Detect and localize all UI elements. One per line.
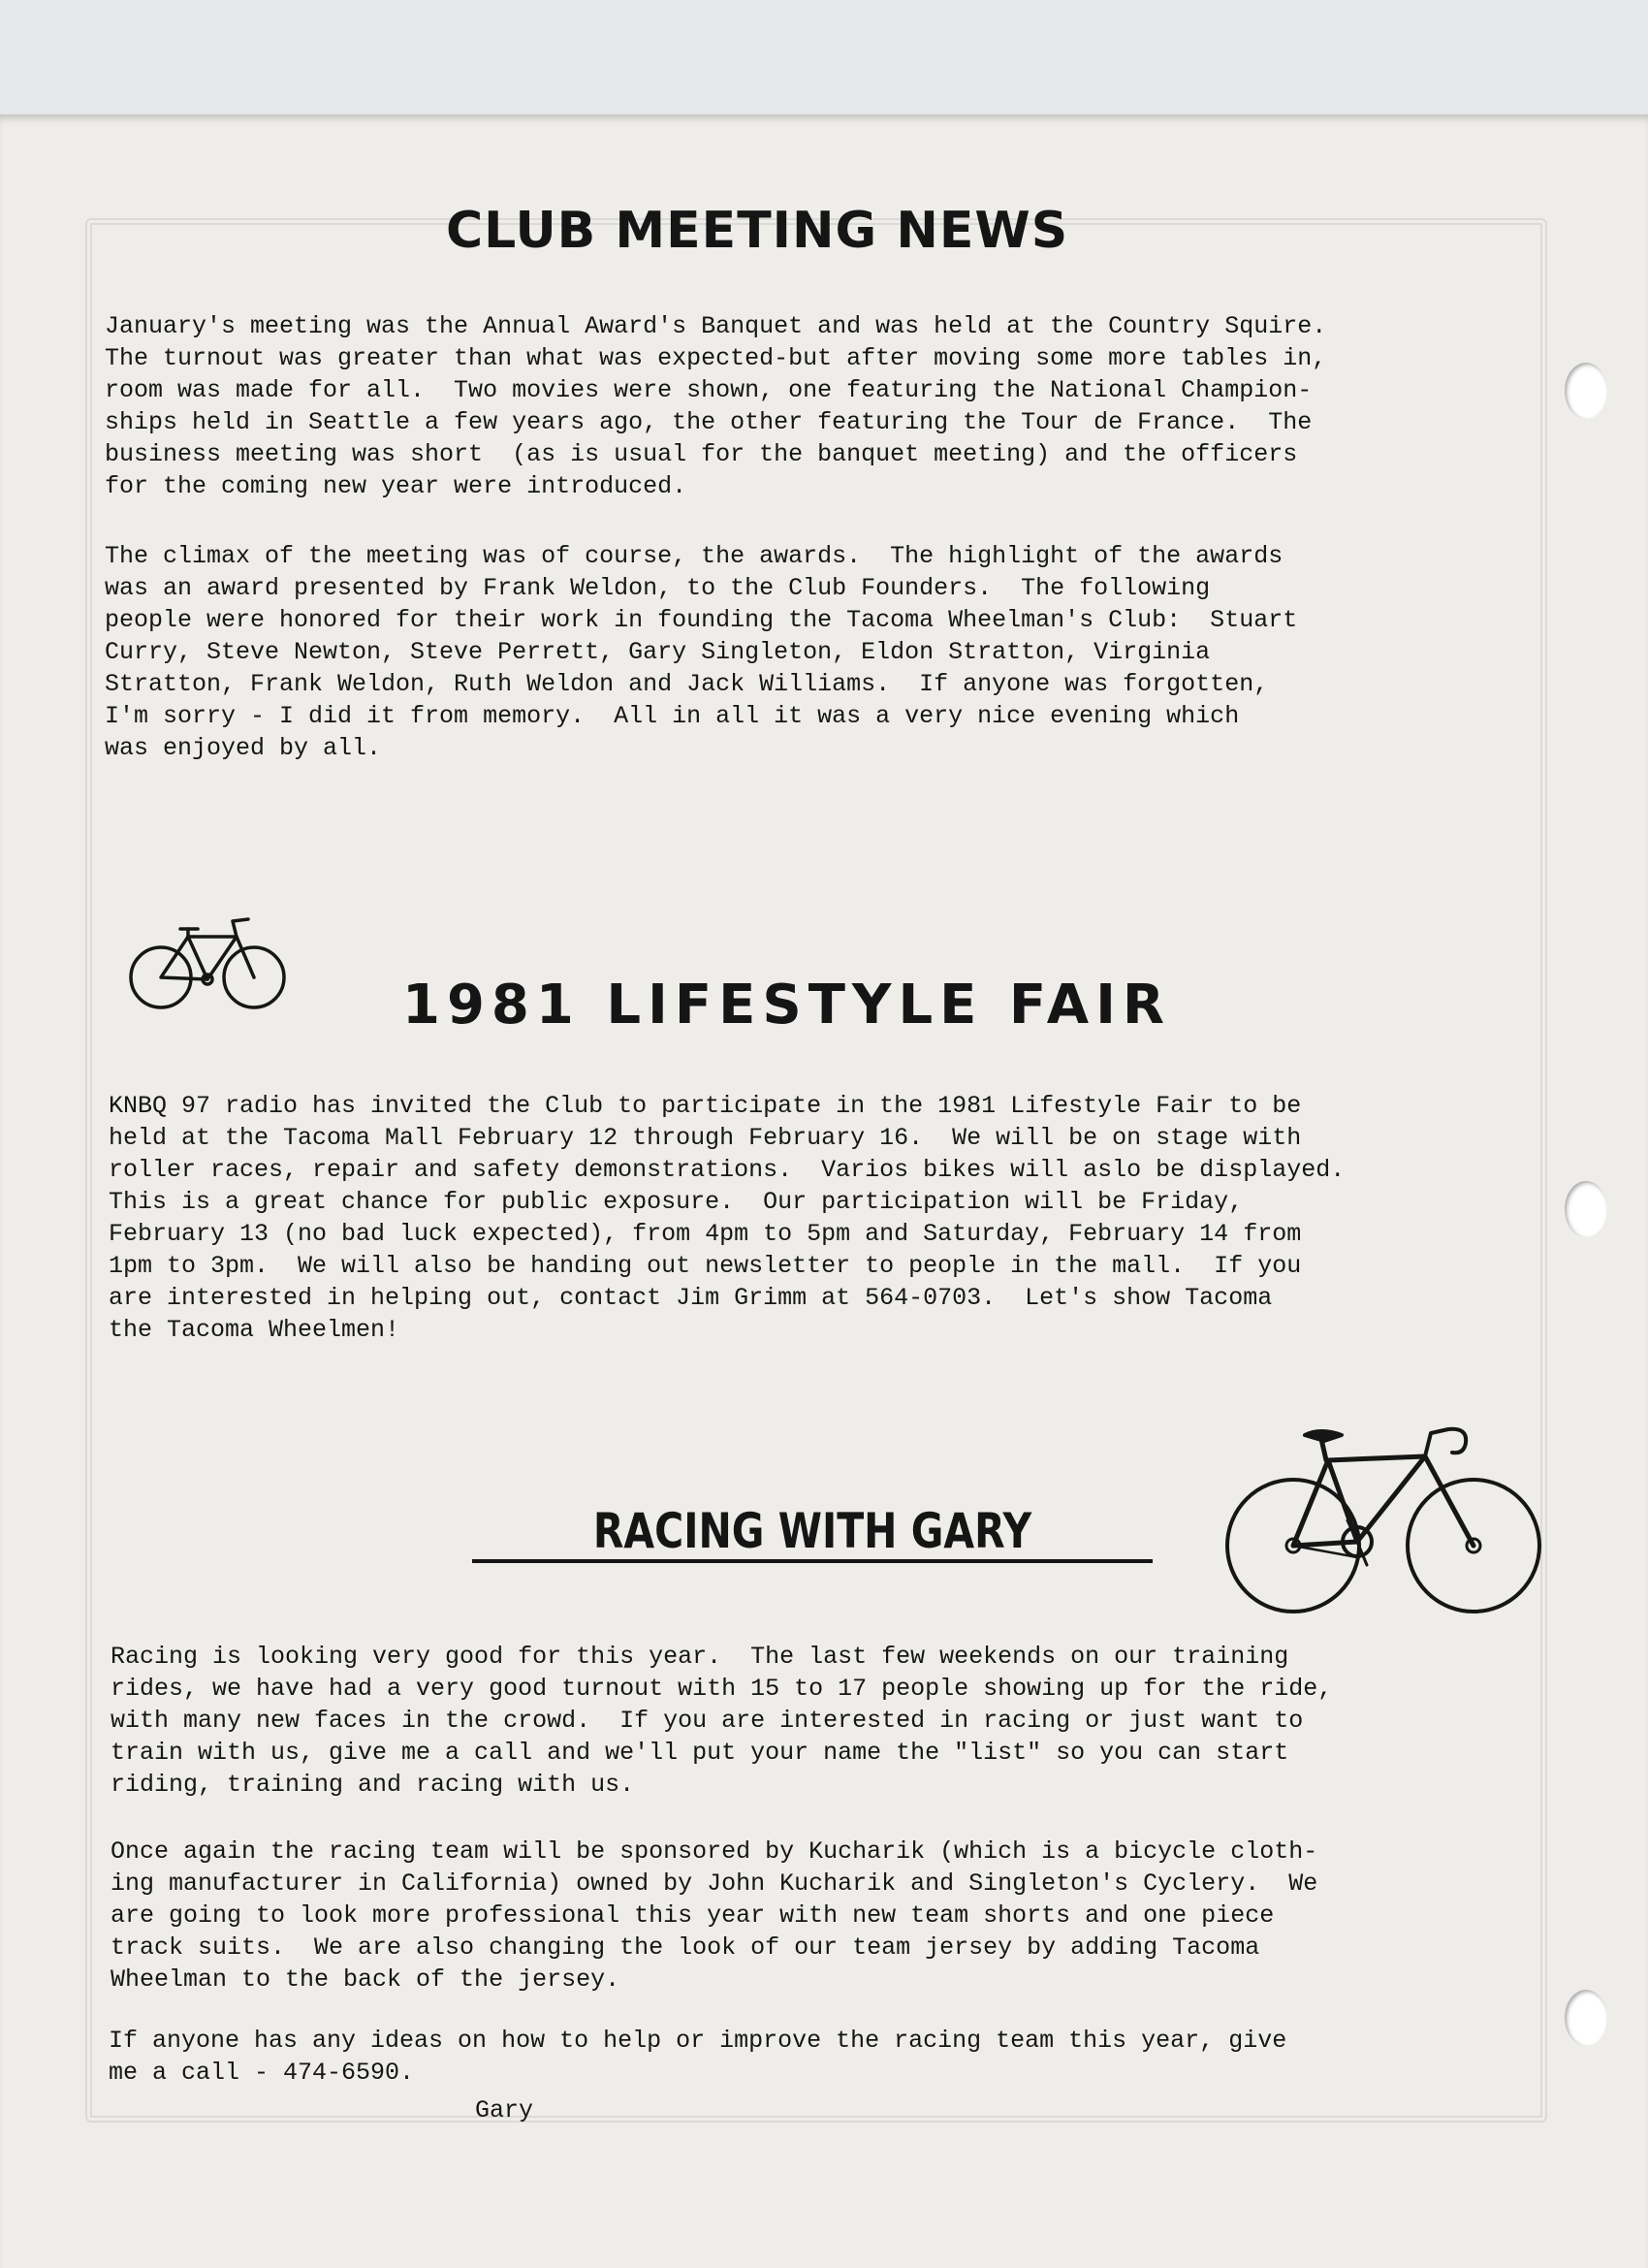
bicycle-icon (124, 910, 291, 1012)
heading-underline (472, 1559, 1153, 1563)
club-meeting-news-heading: CLUB MEETING NEWS (446, 202, 1069, 260)
punch-hole-bottom (1565, 1990, 1607, 2046)
racing-with-gary-heading: RACING WITH GARY (592, 1503, 1032, 1559)
punch-hole-top (1565, 363, 1607, 419)
signature: Gary (475, 2096, 534, 2124)
racing-paragraph-1: Racing is looking very good for this year. The last few weekends on our training rides, we have had a very good turnout with 15 to 17 people showing up for the ride, with many new faces in the crowd. If you are interested in racing or just want to train with us, give me a call and we'll put your name the "list" so you can start riding, training and racing with us. (111, 1643, 1333, 1799)
lifestyle-fair-heading: 1981 LIFESTYLE FAIR (402, 974, 1172, 1037)
lifestyle-fair-paragraph: KNBQ 97 radio has invited the Club to participate in the 1981 Lifestyle Fair to be held at the Tacoma Mall February 12 through February 16. We will be on stage with roller races, repair and safety demonstrations. Varios bikes will aslo be displayed. This is a great chance for public exposure. Our participation will be Friday, February 13 (no bad luck expected), from 4pm to 5pm and Saturday, February 14 from 1pm to 3pm. We will also be handing out newsletter to people in the mall. If you are interested in helping out, contact Jim Grimm at 564-0703. Let's show Tacoma the Tacoma Wheelmen! (109, 1092, 1346, 1344)
racing-bicycle-icon (1220, 1414, 1545, 1615)
racing-paragraph-2: Once again the racing team will be sponsored by Kucharik (which is a bicycle cloth- ing manufacturer in California) owned by John Kucharik and Singleton's Cyclery. We are going to look more professional this year with new team shorts and one piece track suits. We are also changing the look of our team jersey by adding Tacoma Wheelman to the back of the jersey. (111, 1837, 1318, 1994)
club-meeting-paragraph-2: The climax of the meeting was of course, the awards. The highlight of the awards was an award presented by Frank Weldon, to the Club Founders. The following people were honored for their work in founding the Tacoma Wheelman's Club: Stuart Curry, Steve Newton, Steve Perrett, Gary Singleton, Eldon Stratton, Virginia Stratton, Frank Weldon, Ruth Weldon and Jack Williams. If anyone was forgotten, I'm sorry - I did it from memory. All in all it was a very nice evening which was enjoyed by all. (105, 542, 1298, 762)
racing-paragraph-3: If anyone has any ideas on how to help or improve the racing team this year, give me a call - 474-6590. (109, 2027, 1287, 2087)
punch-hole-middle (1565, 1181, 1607, 1237)
club-meeting-paragraph-1: January's meeting was the Annual Award's Banquet and was held at the Country Squire. The turnout was greater than what was expected-but after moving some more tables in, room was made for all. Two movies were shown, one featuring the National Champion- ships held in Seattle a few years ago, the other featuring the Tour de France. The business meeting was short (as is usual for the banquet meeting) and the officers for the coming new year were introduced. (105, 312, 1327, 500)
